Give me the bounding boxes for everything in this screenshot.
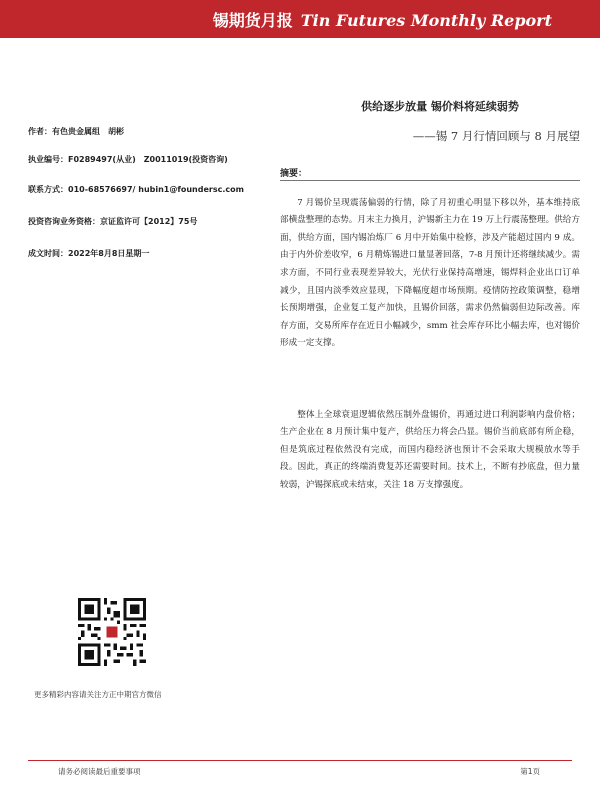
- report-title-cn: 锡期货月报: [212, 11, 293, 30]
- header-banner: [0, 0, 600, 38]
- summary-paragraph-2: 整体上全球衰退逻辑依然压制外盘锡价，再通过进口利润影响内盘价格；生产企业在 8 月预计集中复产，供给压力将会凸显。锡价当前底部有所企稳，但是筑底过程依然没有完成，而国内稳经济也预计不会采取大规模放水等手段。因此，真正的终端消费复苏还需要时间。技术上，不断有抄底盘，但力量较弱，沪锡探底或未结束，关注 18 万支撑强度。: [280, 409, 580, 490]
- author-line: 作者：有色贵金属组 胡彬: [28, 127, 124, 136]
- contact-line: 联系方式：010-68576697/ hubin1@foundersc.com: [28, 185, 244, 194]
- footer-divider: [28, 760, 572, 761]
- summary-label: 摘要：: [280, 169, 308, 179]
- qualification-line: 投资咨询业务资格：京证监许可【2012】75号: [28, 217, 198, 226]
- date-line: 成文时间：2022年8月8日星期一: [28, 249, 150, 258]
- article-subhead: ——锡 7 月行情回顾与 8 月展望: [412, 129, 580, 143]
- wechat-qr-code: [78, 598, 146, 666]
- qr-caption: 更多精彩内容请关注方正中期官方微信: [34, 690, 162, 699]
- license-line: 执业编号：F0289497(从业) Z0011019(投资咨询): [28, 155, 228, 164]
- summary-divider: [280, 180, 580, 181]
- report-title: [213, 8, 552, 31]
- report-title-en: Tin Futures Monthly Report: [300, 11, 552, 30]
- summary-paragraph-1: 7 月锡价呈现震荡偏弱的行情，除了月初重心明显下移以外，基本维持底部横盘整理的态势。月末主力换月，沪锡新主力在 19 万上行震荡整理。供给方面，供给方面，国内锡冶炼厂 6 月中开始集中检修，涉及产能超过国内 9 成。由于内外价差收窄，6 月精炼锡进口量显著回落，7-8 月预计还将继续减少。需求方面，不同行业表现差异较大，光伏行业保持高增速，锡焊料企业出口订单减少，且国内淡季效应显现，下降幅度超市场预期。疫情防控政策调整，稳增长预期增强，企业复工复产加快，且锡价回落，需求仍然偏弱但边际改善。库存方面，交易所库存在近日小幅减少，smm 社会库存环比小幅去库，也对锡价形成一定支撑。: [280, 197, 580, 349]
- page-number: 第1页: [520, 767, 540, 776]
- footer-disclaimer-link: 请务必阅读最后重要事项: [58, 767, 141, 776]
- article-headline: 供给逐步放量 锡价料将延续弱势: [361, 100, 519, 113]
